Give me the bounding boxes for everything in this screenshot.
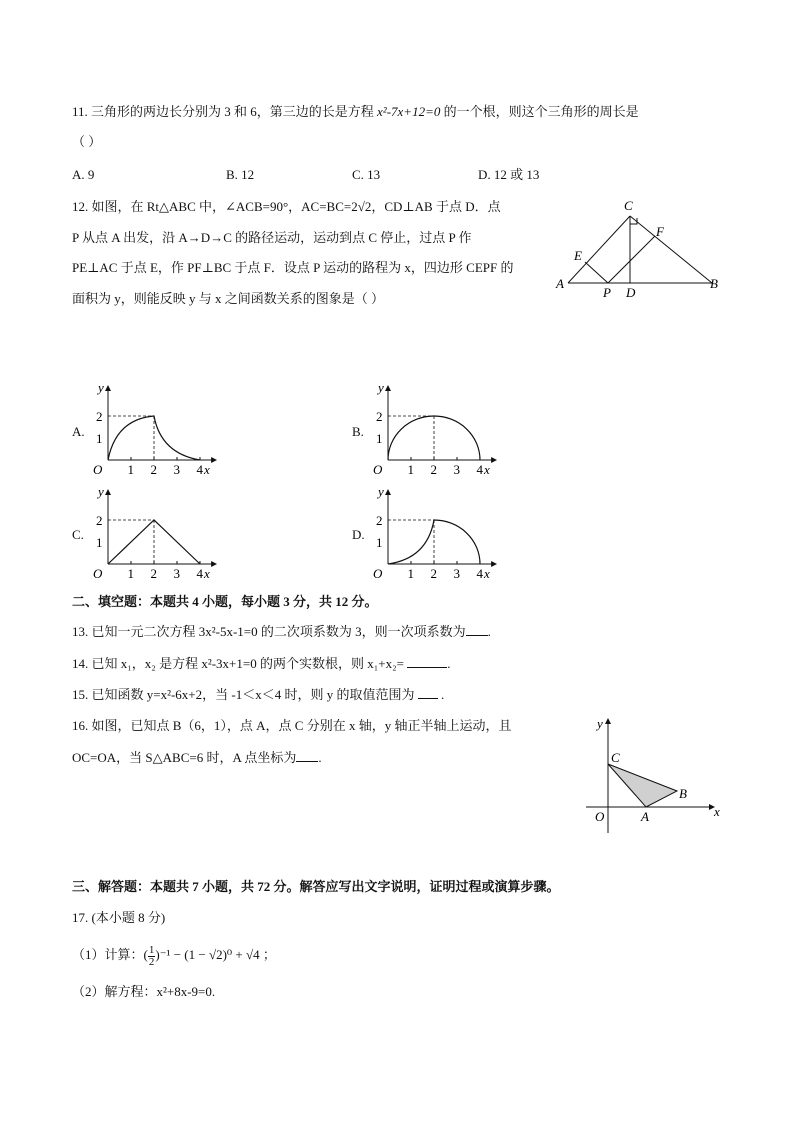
graph-d <box>368 482 508 578</box>
q13-text: 13. 已知一元二次方程 3x²-5x-1=0 的二次项系数为 3，则一次项系数为 <box>72 624 466 639</box>
q14-blank[interactable] <box>407 655 447 668</box>
q17-part1: （1）计算：( $\frac{1}{2}$ )⁻¹ − (1 − √2)⁰ + √4 ； <box>72 943 276 968</box>
q11-stem-a: 11. 三角形的两边长分别为 3 和 6，第三边的长是方程 <box>72 104 378 119</box>
q11-equation: x²-7x+12=0 <box>377 104 441 119</box>
q13-blank[interactable] <box>466 623 488 636</box>
q11-option-d: D. 12 或 13 <box>478 167 540 182</box>
q12-line3: PE⊥AC 于点 E，作 PF⊥BC 于点 F．设点 P 运动的路程为 x，四边形 CEPF 的 <box>72 260 514 275</box>
x-tick-label: 4 <box>476 462 483 474</box>
label-a: A <box>556 276 564 291</box>
x-axis-label: x <box>484 462 490 474</box>
x-axis-label: x <box>204 566 210 578</box>
x-tick-label: 3 <box>173 566 180 578</box>
label-d: D <box>626 285 636 300</box>
q15-line: 15. 已知函数 y=x²-6x+2，当 -1＜x＜4 时，则 y 的取值范围为 . <box>72 687 445 702</box>
x-axis-label: x <box>484 566 490 578</box>
x-tick-label: 3 <box>173 462 180 474</box>
q12-line1: 12. 如图，在 Rt△ABC 中，∠ACB=90°，AC=BC=2√2，CD⊥AB 于点 D．点 <box>72 199 501 214</box>
q16-label-a: A <box>641 809 649 824</box>
y-tick-label: 2 <box>376 513 383 528</box>
q11-stem-b: 的一个根，则这个三角形的周长是 <box>440 104 639 119</box>
graph-b <box>368 378 508 474</box>
q12-triangle-figure <box>552 196 732 306</box>
y-axis-label: y <box>98 484 104 499</box>
q11-paren: （ ） <box>72 134 102 149</box>
label-b: B <box>710 276 718 291</box>
q15-blank[interactable] <box>418 686 438 699</box>
q16-text2: OC=OA，当 S△ABC=6 时，A 点坐标为 <box>72 750 297 765</box>
q16-blank[interactable] <box>296 749 318 762</box>
label-e: E <box>574 248 582 263</box>
y-tick-label: 2 <box>96 513 103 528</box>
q17-part1-rest: )⁻¹ − (1 − √2)⁰ + √4 ； <box>155 947 276 962</box>
y-axis-label: y <box>98 380 104 395</box>
q11-option-b: B. 12 <box>226 167 255 182</box>
graph-c <box>88 482 228 578</box>
graph-d-label: D. <box>352 527 365 542</box>
q11-option-a: A. 9 <box>72 167 95 182</box>
q16-label-x: x <box>714 804 720 819</box>
x-axis-label: x <box>204 462 210 474</box>
q12-line4: 面积为 y，则能反映 y 与 x 之间函数关系的图象是（ ） <box>72 291 385 306</box>
origin-label: O <box>373 566 383 578</box>
q12-line2: P 从点 A 出发，沿 A→D→C 的路径运动，运动到点 C 停止，过点 P 作 <box>72 230 472 245</box>
q11-stem <box>72 103 639 121</box>
x-tick-label: 1 <box>407 462 414 474</box>
q16-label-c: C <box>611 750 620 765</box>
segment-pf <box>608 236 655 283</box>
label-p: P <box>603 285 611 300</box>
y-axis-label: y <box>378 484 384 499</box>
label-c: C <box>624 198 633 213</box>
q15-text: 15. 已知函数 y=x²-6x+2，当 -1＜x＜4 时，则 y 的取值范围为 <box>72 687 415 702</box>
graph-c-label: C. <box>72 527 84 542</box>
graph-a <box>88 378 228 474</box>
x-tick-label: 3 <box>453 462 460 474</box>
q17-part1-prefix: （1）计算： <box>72 947 144 962</box>
y-tick-label: 1 <box>376 431 383 446</box>
y-tick-label: 1 <box>96 431 103 446</box>
q17-fraction-den: 2 <box>148 955 155 968</box>
x-tick-label: 3 <box>453 566 460 578</box>
q16-label-b: B <box>679 786 687 801</box>
q17-fraction-num: 1 <box>148 943 155 956</box>
segment-pe <box>585 262 608 283</box>
q13-line: 13. 已知一元二次方程 3x²-5x-1=0 的二次项系数为 3，则一次项系数为 . <box>72 624 491 639</box>
q17-part2: （2）解方程：x²+8x-9=0. <box>72 984 216 999</box>
x-tick-label: 4 <box>476 566 483 578</box>
origin-label: O <box>93 462 103 474</box>
y-tick-label: 1 <box>376 535 383 550</box>
y-tick-label: 2 <box>376 409 383 424</box>
x-tick-label: 1 <box>407 566 414 578</box>
q16-line1: 16. 如图，已知点 B（6，1），点 A，点 C 分别在 x 轴，y 轴正半轴上运动，且 <box>72 718 512 733</box>
graph-a-label: A. <box>72 424 85 439</box>
shaded-triangle-abc <box>608 764 677 807</box>
q16-label-y: y <box>597 716 603 731</box>
section2-heading: 二、填空题：本题共 4 小题，每小题 3 分，共 12 分。 <box>72 594 378 609</box>
graph-b-label: B. <box>352 424 364 439</box>
x-tick-label: 4 <box>196 566 203 578</box>
y-tick-label: 1 <box>96 535 103 550</box>
q16-figure <box>578 713 728 837</box>
x-tick-label: 1 <box>127 462 134 474</box>
label-f: F <box>656 224 664 239</box>
q16-line2: OC=OA，当 S△ABC=6 时，A 点坐标为 . <box>72 750 322 765</box>
segment-bc <box>630 216 712 283</box>
x-tick-label: 2 <box>150 566 157 578</box>
origin-label: O <box>93 566 103 578</box>
x-tick-label: 4 <box>196 462 203 474</box>
q14-text: 14. 已知 x₁，x₂ 是方程 x²-3x+1=0 的两个实数根，则 x₁+x₂= <box>72 656 404 671</box>
y-axis-label: y <box>378 380 384 395</box>
y-tick-label: 2 <box>96 409 103 424</box>
q11-option-c: C. 13 <box>352 167 381 182</box>
q16-label-o: O <box>595 809 605 824</box>
x-tick-label: 2 <box>150 462 157 474</box>
q14-line: 14. 已知 x₁，x₂ 是方程 x²-3x+1=0 的两个实数根，则 x₁+x₂= . <box>72 656 451 671</box>
x-tick-label: 2 <box>430 462 437 474</box>
section3-heading: 三、解答题：本题共 7 小题，共 72 分。解答应写出文字说明，证明过程或演算步骤。 <box>72 879 560 894</box>
x-tick-label: 1 <box>127 566 134 578</box>
q17-title: 17. (本小题 8 分) <box>72 910 166 925</box>
x-tick-label: 2 <box>430 566 437 578</box>
origin-label: O <box>373 462 383 474</box>
